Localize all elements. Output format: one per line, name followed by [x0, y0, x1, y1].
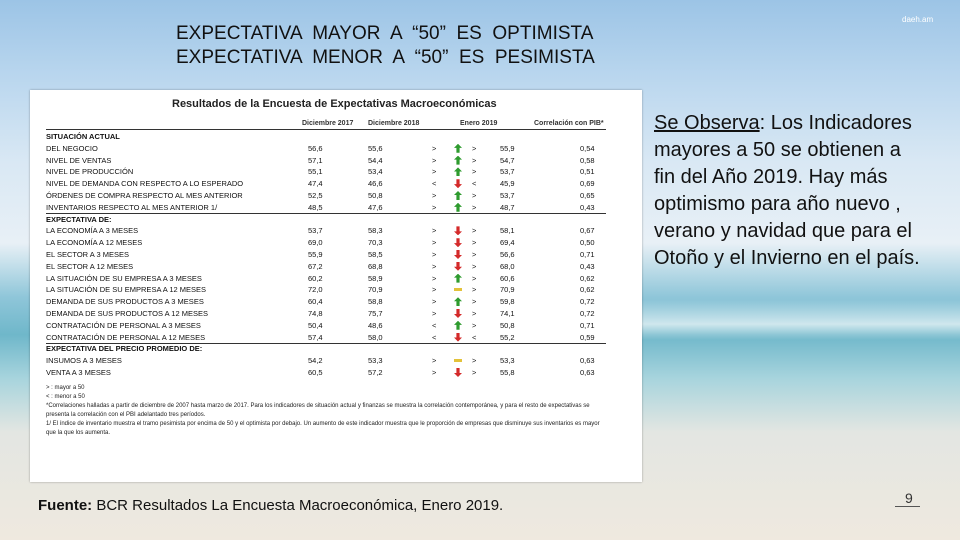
value-correlacion: 0,58 [580, 155, 595, 165]
slide-title [176, 22, 595, 70]
sign-2019: > [472, 297, 477, 307]
header-ene-2019: Enero 2019 [460, 120, 498, 127]
sign-2018: > [432, 226, 437, 236]
value-dic-2017: 74,8 [308, 309, 323, 318]
sign-2018: > [432, 273, 437, 283]
table-row [46, 356, 606, 368]
value-correlacion: 0,51 [580, 167, 595, 177]
value-dic-2018: 58,8 [368, 297, 383, 307]
sign-2018: > [432, 167, 437, 177]
value-dic-2017: 50,4 [308, 320, 323, 330]
arrow-down-icon [454, 333, 462, 342]
value-ene-2019: 55,2 [500, 332, 515, 342]
value-dic-2017: 57,4 [308, 332, 323, 342]
value-dic-2017: 55,1 [308, 167, 323, 177]
value-dic-2018: 46,6 [368, 179, 383, 189]
arrow-down-icon [454, 238, 462, 247]
sign-2018: > [432, 368, 437, 377]
arrow-down-icon [454, 368, 462, 377]
sign-2018: > [432, 202, 437, 212]
value-correlacion: 0,63 [580, 356, 595, 366]
row-label: ÓRDENES DE COMPRA RESPECTO AL MES ANTERIOR [46, 191, 243, 200]
table-section-header [46, 215, 606, 227]
arrow-up-icon [454, 203, 462, 212]
row-label: SITUACIÓN ACTUAL [46, 132, 120, 141]
table-row [46, 297, 606, 309]
table-row [46, 250, 606, 262]
table-row [46, 321, 606, 333]
value-dic-2018: 68,8 [368, 261, 383, 271]
value-ene-2019: 55,9 [500, 143, 515, 153]
value-dic-2017: 69,0 [308, 238, 323, 248]
table-row [46, 285, 606, 297]
value-ene-2019: 48,7 [500, 202, 515, 212]
note-correlation: *Correlaciones halladas a partir de diciembre de 2007 hasta marzo de 2017. Para los indicadores de situación actual y finanzas se muestra la correlación contemporánea, y para el resto de expectativas se presenta la correlación con el PBI adelantado tres períodos. [46, 403, 590, 418]
table-row [46, 179, 606, 191]
row-label: LA SITUACIÓN DE SU EMPRESA A 12 MESES [46, 285, 207, 295]
value-correlacion: 0,62 [580, 273, 595, 283]
sign-2018: > [432, 356, 437, 366]
header-correlacion: Correlación con PIB* [534, 120, 604, 127]
sign-2019: > [472, 356, 477, 366]
value-dic-2018: 58,9 [368, 273, 383, 283]
table-section-header [46, 344, 606, 356]
sign-2019: > [472, 285, 477, 295]
logo: daeh.am [902, 15, 934, 24]
row-label: EXPECTATIVA DEL PRECIO PROMEDIO DE: [46, 344, 203, 354]
section-divider [46, 343, 606, 344]
value-ene-2019: 59,8 [500, 297, 515, 307]
sign-2018: > [432, 285, 437, 295]
value-ene-2019: 55,8 [500, 368, 515, 377]
value-dic-2018: 58,0 [368, 332, 383, 342]
sign-2018: > [432, 238, 437, 248]
note-inventory: 1/ El índice de inventario muestra el tramo pesimista por encima de 50 y el optimista por debajo. Un aumento de este indicador muestra que le proporción de empresas que disminuye sus inventarios es mayor que la que los aumenta. [46, 421, 600, 436]
sign-2018: < [432, 320, 437, 330]
value-dic-2017: 56,6 [308, 143, 323, 153]
arrow-down-icon [454, 262, 462, 271]
value-dic-2018: 58,3 [368, 226, 383, 236]
arrow-down-icon [454, 226, 462, 235]
value-dic-2017: 60,2 [308, 273, 323, 283]
row-label: INSUMOS A 3 MESES [46, 356, 122, 366]
flat-icon [454, 359, 462, 362]
sign-2018: > [432, 261, 437, 271]
sign-2018: < [432, 332, 437, 342]
row-label: CONTRATACIÓN DE PERSONAL A 12 MESES [46, 332, 206, 342]
value-dic-2018: 70,9 [368, 285, 383, 295]
value-dic-2017: 48,5 [308, 202, 323, 212]
row-label: VENTA A 3 MESES [46, 368, 111, 377]
value-ene-2019: 50,8 [500, 320, 515, 330]
arrow-up-icon [454, 191, 462, 200]
value-correlacion: 0,71 [580, 250, 595, 259]
header-dic-2018: Diciembre 2018 [368, 120, 420, 127]
table-row [46, 226, 606, 238]
sign-2018: > [432, 191, 437, 200]
value-correlacion: 0,67 [580, 226, 595, 236]
value-ene-2019: 68,0 [500, 261, 515, 271]
value-correlacion: 0,43 [580, 202, 595, 212]
value-ene-2019: 74,1 [500, 309, 515, 318]
row-label: LA SITUACIÓN DE SU EMPRESA A 3 MESES [46, 273, 202, 283]
arrow-up-icon [454, 167, 462, 176]
sign-2019: > [472, 261, 477, 271]
row-label: DEL NEGOCIO [46, 143, 98, 153]
sign-2019: < [472, 332, 477, 342]
value-dic-2017: 47,4 [308, 179, 323, 189]
arrow-down-icon [454, 309, 462, 318]
arrow-down-icon [454, 250, 462, 259]
value-ene-2019: 56,6 [500, 250, 515, 259]
table-title: Resultados de la Encuesta de Expectativas Macroeconómicas [172, 98, 497, 110]
sign-2019: > [472, 143, 477, 153]
value-dic-2018: 57,2 [368, 368, 383, 377]
value-dic-2017: 60,5 [308, 368, 323, 377]
value-ene-2019: 60,6 [500, 273, 515, 283]
sign-2018: > [432, 297, 437, 307]
value-correlacion: 0,69 [580, 179, 595, 189]
value-dic-2018: 55,6 [368, 143, 383, 153]
value-correlacion: 0,72 [580, 309, 595, 318]
value-correlacion: 0,65 [580, 191, 595, 200]
value-ene-2019: 53,7 [500, 191, 515, 200]
header-dic-2017: Diciembre 2017 [302, 120, 354, 127]
value-correlacion: 0,50 [580, 238, 595, 248]
table-row [46, 156, 606, 168]
value-dic-2017: 67,2 [308, 261, 323, 271]
value-correlacion: 0,63 [580, 368, 595, 377]
sign-2019: > [472, 273, 477, 283]
row-label: EL SECTOR A 3 MESES [46, 250, 129, 259]
value-dic-2017: 54,2 [308, 356, 323, 366]
arrow-up-icon [454, 321, 462, 330]
row-label: LA ECONOMÍA A 3 MESES [46, 226, 139, 236]
table-row [46, 238, 606, 250]
observation-text [654, 110, 924, 272]
row-label: NIVEL DE PRODUCCIÓN [46, 167, 134, 177]
table-row [46, 167, 606, 179]
row-label: CONTRATACIÓN DE PERSONAL A 3 MESES [46, 320, 201, 330]
arrow-up-icon [454, 156, 462, 165]
source-citation [38, 497, 503, 514]
value-dic-2018: 53,3 [368, 356, 383, 366]
sign-2018: > [432, 250, 437, 259]
value-dic-2018: 75,7 [368, 309, 383, 318]
sign-2019: > [472, 202, 477, 212]
value-dic-2018: 50,8 [368, 191, 383, 200]
value-ene-2019: 45,9 [500, 179, 515, 189]
sign-2019: > [472, 191, 477, 200]
row-label: NIVEL DE DEMANDA CON RESPECTO A LO ESPERADO [46, 179, 244, 189]
sign-2019: > [472, 167, 477, 177]
value-dic-2018: 58,5 [368, 250, 383, 259]
row-label: DEMANDA DE SUS PRODUCTOS A 3 MESES [46, 297, 204, 307]
value-dic-2017: 72,0 [308, 285, 323, 295]
page-number: 9 [905, 490, 913, 506]
table-notes [46, 384, 606, 438]
observation-body: : Los Indicadores mayores a 50 se obtienen a fin del Año 2019. Hay más optimismo para año nuevo , verano y navidad que para el Otoño y el Invierno en el país. [654, 112, 920, 269]
source-text: BCR Resultados La Encuesta Macroeconómica, Enero 2019. [92, 497, 504, 514]
row-label: EL SECTOR A 12 MESES [46, 261, 134, 271]
value-correlacion: 0,59 [580, 332, 595, 342]
value-dic-2018: 47,6 [368, 202, 383, 212]
table-row [46, 274, 606, 286]
value-dic-2017: 57,1 [308, 155, 323, 165]
title-line-1: EXPECTATIVA MAYOR A “50” ES OPTIMISTA [176, 23, 594, 44]
value-dic-2017: 52,5 [308, 191, 323, 200]
section-divider [46, 213, 606, 214]
row-label: NIVEL DE VENTAS [46, 155, 112, 165]
value-correlacion: 0,62 [580, 285, 595, 295]
value-correlacion: 0,72 [580, 297, 595, 307]
value-dic-2017: 53,7 [308, 226, 323, 236]
sign-2019: > [472, 226, 477, 236]
note-lt: < : menor a 50 [46, 394, 85, 400]
sign-2018: > [432, 309, 437, 318]
value-correlacion: 0,71 [580, 320, 595, 330]
source-label: Fuente: [38, 497, 93, 514]
value-ene-2019: 53,7 [500, 167, 515, 177]
table-section-header [46, 132, 606, 144]
value-ene-2019: 54,7 [500, 155, 515, 165]
value-ene-2019: 70,9 [500, 285, 515, 295]
page-number-rule [895, 506, 920, 507]
value-ene-2019: 53,3 [500, 356, 515, 366]
table-row [46, 191, 606, 203]
note-gt: > : mayor a 50 [46, 385, 85, 391]
value-dic-2018: 48,6 [368, 320, 383, 330]
value-ene-2019: 58,1 [500, 226, 515, 236]
table-row [46, 262, 606, 274]
header-divider [46, 129, 606, 130]
value-dic-2017: 60,4 [308, 297, 323, 307]
results-table-image [30, 90, 642, 482]
row-label: LA ECONOMÍA A 12 MESES [46, 238, 143, 248]
value-dic-2018: 53,4 [368, 167, 383, 177]
sign-2019: > [472, 238, 477, 248]
value-correlacion: 0,54 [580, 143, 595, 153]
row-label: DEMANDA DE SUS PRODUCTOS A 12 MESES [46, 309, 208, 318]
value-ene-2019: 69,4 [500, 238, 515, 248]
sign-2019: > [472, 320, 477, 330]
sign-2018: < [432, 179, 437, 189]
table-row [46, 368, 606, 380]
row-label: EXPECTATIVA DE: [46, 214, 112, 224]
table-row [46, 144, 606, 156]
sign-2019: > [472, 250, 477, 259]
sign-2018: > [432, 155, 437, 165]
arrow-up-icon [454, 274, 462, 283]
row-label: INVENTARIOS RESPECTO AL MES ANTERIOR 1/ [46, 202, 218, 212]
title-line-2: EXPECTATIVA MENOR A “50” ES PESIMISTA [176, 47, 595, 68]
value-dic-2017: 55,9 [308, 250, 323, 259]
arrow-up-icon [454, 297, 462, 306]
wave-decoration [600, 300, 960, 340]
arrow-down-icon [454, 179, 462, 188]
table-row [46, 309, 606, 321]
sign-2018: > [432, 143, 437, 153]
flat-icon [454, 288, 462, 291]
sign-2019: > [472, 309, 477, 318]
sign-2019: > [472, 155, 477, 165]
value-correlacion: 0,43 [580, 261, 595, 271]
arrow-up-icon [454, 144, 462, 153]
sign-2019: > [472, 368, 477, 377]
value-dic-2018: 70,3 [368, 238, 383, 248]
value-dic-2018: 54,4 [368, 155, 383, 165]
sign-2019: < [472, 179, 477, 189]
observation-keyword: Se Observa [654, 112, 760, 134]
